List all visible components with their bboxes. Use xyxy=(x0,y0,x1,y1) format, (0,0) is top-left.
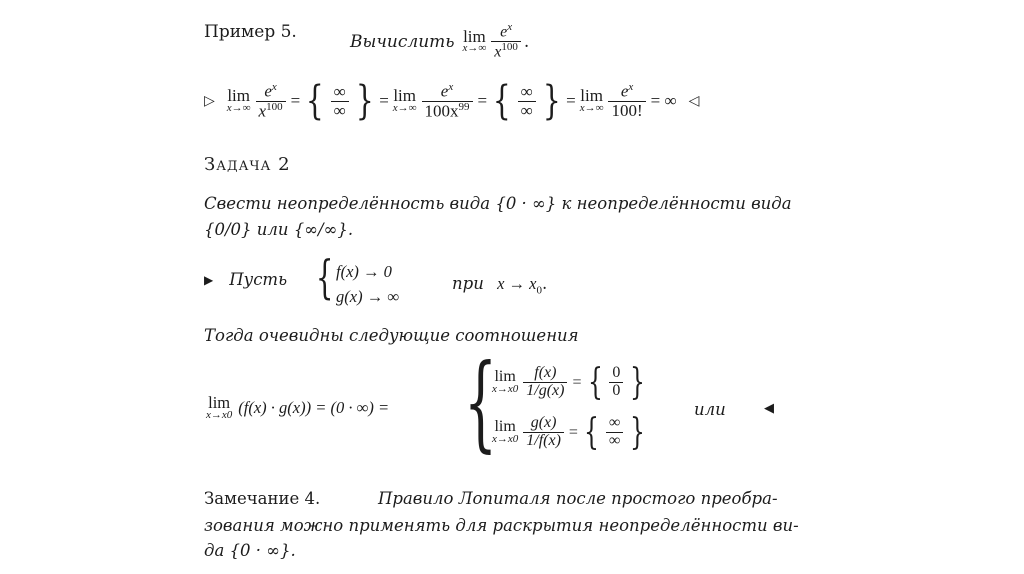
remark-line-3: да {0 · ∞}. xyxy=(204,541,296,560)
relation-or: или xyxy=(694,400,726,419)
example-label: Пример 5. xyxy=(204,22,297,42)
example-task: Вычислить lim x→∞ $\frac{e^x}{x^{100}}$ . xyxy=(350,21,530,61)
example-task-text: Вычислить xyxy=(350,31,455,52)
suppose-at: при $x \to x_0$. xyxy=(452,274,548,297)
condition-f: f(x) → 0 xyxy=(336,262,392,281)
suppose-conditions: { f(x) → 0 g(x) → ∞ xyxy=(315,250,400,306)
task2-line-2: {0/0} или {∞/∞}. xyxy=(204,220,354,239)
suppose-line xyxy=(204,270,287,289)
condition-g: g(x) → ∞ xyxy=(336,287,400,306)
suppose-marker: ▶ xyxy=(204,272,214,287)
end-marker: ◁ xyxy=(688,93,700,109)
solution-limit-3: lim x→∞ xyxy=(579,86,604,114)
relation-left xyxy=(204,393,390,421)
then-text: Тогда очевидны следующие соотношения xyxy=(204,326,579,345)
case-2: lim x→x0 $\frac{g(x)}{1/f(x)}$ = { $\frac{\infty}{\infty}$ } xyxy=(492,412,646,453)
example-heading xyxy=(204,22,297,42)
relation-limit: lim x→x0 xyxy=(206,393,233,421)
relation-cases: { lim x→x0 $\frac{f(x)}{1/g(x)}$ = { $\frac{0}{0}$ } lim x→x0 $\frac{g(x)}{1/f(x)}$ = { $\frac{\infty}{\infty}$ } xyxy=(464,358,704,462)
task2-heading: Задача 2 xyxy=(204,154,291,175)
case-1: lim x→x0 $\frac{f(x)}{1/g(x)}$ = { $\frac{0}{0}$ } xyxy=(492,362,646,403)
start-marker: ▷ xyxy=(204,93,215,109)
solution-fraction-2: $\frac{e^x}{100x^{99}}$ xyxy=(422,82,473,120)
remark-line-1: Правило Лопиталя после простого преобра- xyxy=(378,489,778,508)
task2-line-1: Свести неопределённость вида {0 · ∞} к неопределённости вида xyxy=(204,194,792,213)
solution-result: = ∞ xyxy=(650,91,677,110)
relation-end-marker: ◀ xyxy=(764,401,774,416)
relation-expression: (f(x) · g(x)) = (0 · ∞) = xyxy=(238,398,390,418)
solution-limit-2: lim x→∞ xyxy=(392,86,417,114)
suppose-word: Пусть xyxy=(229,270,288,289)
indeterminate-inf-inf-2: $\frac{\infty}{\infty}$ xyxy=(518,83,536,120)
solution-line: ▷ lim x→∞ $\frac{e^x}{x^{100}}$ = { $\frac{\infty}{\infty}$ } = lim x→∞ $\frac{e^x}{100x^{99}}$ = { $\frac{\infty}{\infty}$ } = lim x→∞ $\frac{e^x}{100!}$ = ∞ ◁ xyxy=(204,78,700,124)
example-fraction: $\frac{e^x}{x^{100}}$ xyxy=(491,22,521,61)
remark-line-2: зования можно применять для раскрытия неопределённости ви- xyxy=(204,516,799,535)
solution-limit-1: lim x→∞ xyxy=(226,86,251,114)
example-limit: lim x→∞ xyxy=(462,27,487,55)
solution-fraction-1: $\frac{e^x}{x^{100}}$ xyxy=(256,82,286,120)
indeterminate-inf-inf-1: $\frac{\infty}{\infty}$ xyxy=(331,83,349,120)
remark-label: Замечание 4. xyxy=(204,489,321,508)
solution-fraction-3: $\frac{e^x}{100!}$ xyxy=(608,82,645,119)
